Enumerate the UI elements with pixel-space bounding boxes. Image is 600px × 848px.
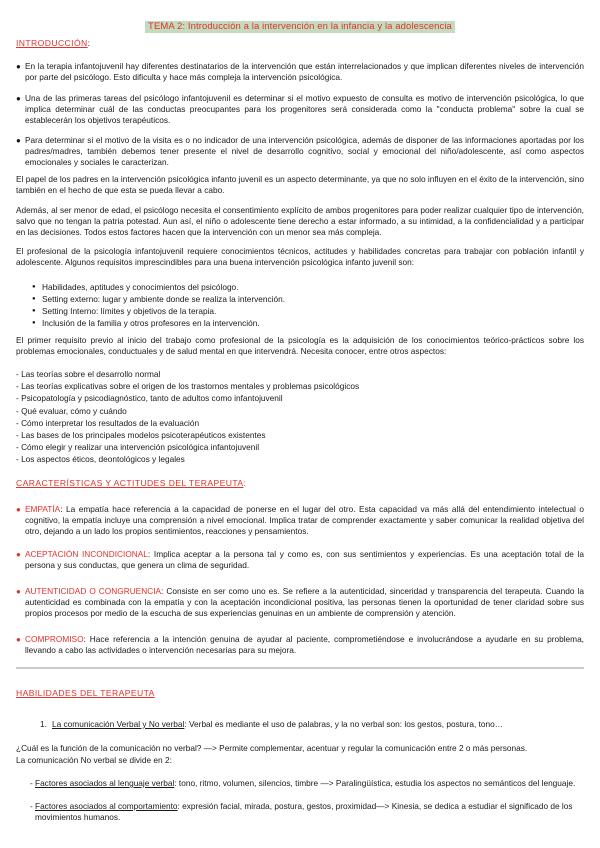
bullet-dot-icon: ●	[16, 62, 21, 71]
list-item: - Psicopatología y psicodiagnóstico, tanto de adultos como infantojuvenil	[16, 393, 283, 404]
factor-title: Factores asociados al lenguaje verbal	[35, 778, 175, 788]
intro-paragraph: El profesional de la psicología infantojuvenil requiere conocimientos técnicos, actitudes y habilidades concretas para trabajar con población infantil y adolescente. Algunos requisitos imprescindibles para una buena intervención psicológica infanto juvenil son:	[16, 246, 584, 267]
characteristic-term: AUTENTICIDAD O CONGRUENCIA	[25, 586, 162, 596]
characteristic-text: : Consiste en ser como uno es. Se refiere a la autenticidad, sinceridad y transparencia del terapeuta. Cuando la autenticidad es combinada con la empatía y con la aceptación incondicional positiva, las personas tienen la oportunidad de tener claridad sobre sus propios procesos por medio de la escucha de sus experiencias genuinas en un ambiente de comprensión y atención.	[25, 586, 584, 618]
skills-division: La comunicación No verbal se divide en 2:	[16, 755, 172, 765]
characteristic-text: : Implica aceptar a la persona tal y como es, con sus sentimientos y experiencias. Es una aceptación total de la persona y sus conductas, que genera un clima de seguridad.	[25, 549, 584, 570]
characteristic-text: : La empatía hace referencia a la capacidad de ponerse en el lugar del otro. Esta capacidad va más allá del entendimiento intelectual o cognitivo, la empatía incluye una comprensión a nivel emocional. Implica tratar de comprender exactamente y saber comunicar la realidad objetiva del otro, dejando a un lado los propios sentimientos, reacciones y pensamientos.	[25, 504, 584, 536]
intro-paragraph: El primer requisito previo al inicio del trabajo como profesional de la psicología es la adquisición de los conocimientos teórico-prácticos sobre los problemas emocionales, conductuales y de salud mental en que intervendrá. Necesita conocer, entre otros aspectos:	[16, 335, 584, 356]
factor-title: Factores asociados al comportamiento	[35, 801, 178, 811]
characteristic-item	[16, 634, 584, 656]
list-item: - Qué evaluar, cómo y cuándo	[16, 405, 127, 416]
characteristic-term: ACEPTACIÓN INCONDICIONAL	[25, 549, 148, 559]
list-item: - Las teorías explicativas sobre el origen de los trastornos mentales y problemas psicológicos	[16, 381, 360, 392]
list-item: - Las bases de los principales modelos psicoterapéuticos existentes	[16, 429, 266, 440]
intro-heading: INTRODUCCIÓN:	[16, 38, 91, 48]
list-item: ● Setting externo: lugar y ambiente donde se realiza la intervención.	[32, 294, 572, 306]
bullet-dot-icon: ●	[16, 94, 21, 103]
characteristic-text: : Hace referencia a la intención genuina de ayudar al paciente, comprometiéndose e involucrándose a ayudarle en su problema, llevando a cabo las actividades o intervención necesarias para su mejora.	[25, 634, 584, 655]
list-item: - Cómo interpretar los resultados de la evaluación	[16, 417, 200, 428]
characteristics-heading-text: CARACTERÍSTICAS Y ACTITUDES DEL TERAPEUTA	[16, 478, 244, 488]
divider	[16, 667, 584, 669]
intro-bullet	[16, 93, 584, 126]
characteristic-item	[16, 549, 584, 571]
intro-bullet-text: Para determinar si el motivo de la visita es o no indicador de una intervención psicológica, además de disponer de las informaciones aportadas por los padres/madres, también debemos tener presente el nivel de desarrollo cognitivo, social y emocional del niño/adolescente, así como aspectos emocionales y sociales le caracterizan.	[25, 135, 584, 167]
factor-text: : tono, ritmo, volumen, silencios, timbre —> Paralingüística, estudia los aspectos no semánticos del lenguaje.	[174, 778, 576, 788]
list-item: ● Habilidades, aptitudes y conocimientos del psicólogo.	[32, 282, 572, 294]
characteristics-heading: CARACTERÍSTICAS Y ACTITUDES DEL TERAPEUTA:	[16, 478, 247, 488]
bullet-dot-icon: ●	[16, 550, 21, 559]
requisites-list	[32, 282, 572, 330]
list-item: ● Inclusión de la familia y otros profesores en la intervención.	[32, 318, 572, 330]
list-item: - Cómo elegir y realizar una intervención psicológica infantojuvenil	[16, 442, 260, 453]
characteristic-item	[16, 504, 584, 537]
intro-paragraph: El papel de los padres en la intervención psicológica infanto juvenil es un aspecto determinante, ya que no solo influyen en el éxito de la intervención, sino también en el hecho de que esta se pueda llevar a cabo.	[16, 174, 584, 195]
intro-paragraph: Además, al ser menor de edad, el psicólogo necesita el consentimiento explícito de ambos progenitores para poder realizar cualquier tipo de intervención, salvo que no tengan la patria potestad. Aun así, el niño o adolescente tiene derecho a estar informado, a su intimidad, a la confidencialidad y a participar en las decisiones. Todos estos factores hacen que la intervención con un menor sea más compleja.	[16, 205, 584, 237]
list-item: - Las teorías sobre el desarrollo normal	[16, 369, 161, 379]
intro-heading-text: INTRODUCCIÓN	[16, 38, 88, 48]
intro-bullet	[16, 135, 584, 168]
skills-question: ¿Cuál es la función de la comunicación no verbal? —> Permite complementar, acentuar y regular la comunicación entre 2 o más personas.	[16, 743, 528, 753]
skills-heading-text: HABILIDADES DEL TERAPEUTA	[16, 688, 155, 698]
aspects-list	[16, 369, 584, 467]
list-item: - Los aspectos éticos, deontológicos y legales	[16, 454, 185, 465]
intro-bullet-text: Una de las primeras tareas del psicólogo infantojuvenil es determinar si el motivo expuesto de consulta es motivo de intervención psicológica, lo que implica determinar cuál de las conductas preocupantes para los progenitores será considerada como la "conducta problema" sobre la cual se establecerán los objetivos terapéuticos.	[25, 93, 584, 125]
skill-item	[40, 719, 584, 730]
factor-item: - Factores asociados al lenguaje verbal: tono, ritmo, volumen, silencios, timbre —> Paralingüística, estudia los aspectos no semánticos del lenguaje.	[30, 778, 576, 788]
bullet-dot-icon: ●	[16, 505, 21, 514]
bullet-dot-icon: ●	[16, 635, 21, 644]
bullet-dot-icon: ●	[16, 587, 21, 596]
characteristic-term: COMPROMISO	[25, 634, 84, 644]
characteristic-term: EMPATÍA	[25, 504, 61, 514]
skill-title: La comunicación Verbal y No verbal	[52, 719, 185, 729]
skill-text: : Verbal es mediante el uso de palabras, y la no verbal son: los gestos, postura, tono…	[184, 719, 504, 729]
skill-number: 1.	[40, 719, 47, 729]
title-wrap	[0, 21, 600, 33]
factor-item: - Factores asociados al comportamiento: expresión facial, mirada, postura, gestos, proximidad—> Kinesia, se dedica a estudiar el significado de los movimientos humanos.	[30, 801, 573, 822]
list-item: ● Setting Interno: límites y objetivos de la terapia.	[32, 306, 572, 318]
characteristic-item	[16, 586, 584, 619]
skills-heading	[16, 688, 584, 699]
document-title: TEMA 2: Introducción a la intervención en la infancia y la adolescencia	[145, 21, 455, 33]
factor-text: : expresión facial, mirada, postura, gestos, proximidad—> Kinesia, se dedica a estudiar el significado de los movimientos humanos.	[35, 801, 573, 822]
bullet-dot-icon: ●	[16, 136, 21, 145]
intro-bullet	[16, 61, 584, 83]
intro-bullet-text: En la terapia infantojuvenil hay diferentes destinatarios de la intervención que están interrelacionados y que implican diferentes niveles de intervención por parte del psicólogo. Esto dificulta y hace más compleja la intervención psicológica.	[25, 61, 584, 82]
